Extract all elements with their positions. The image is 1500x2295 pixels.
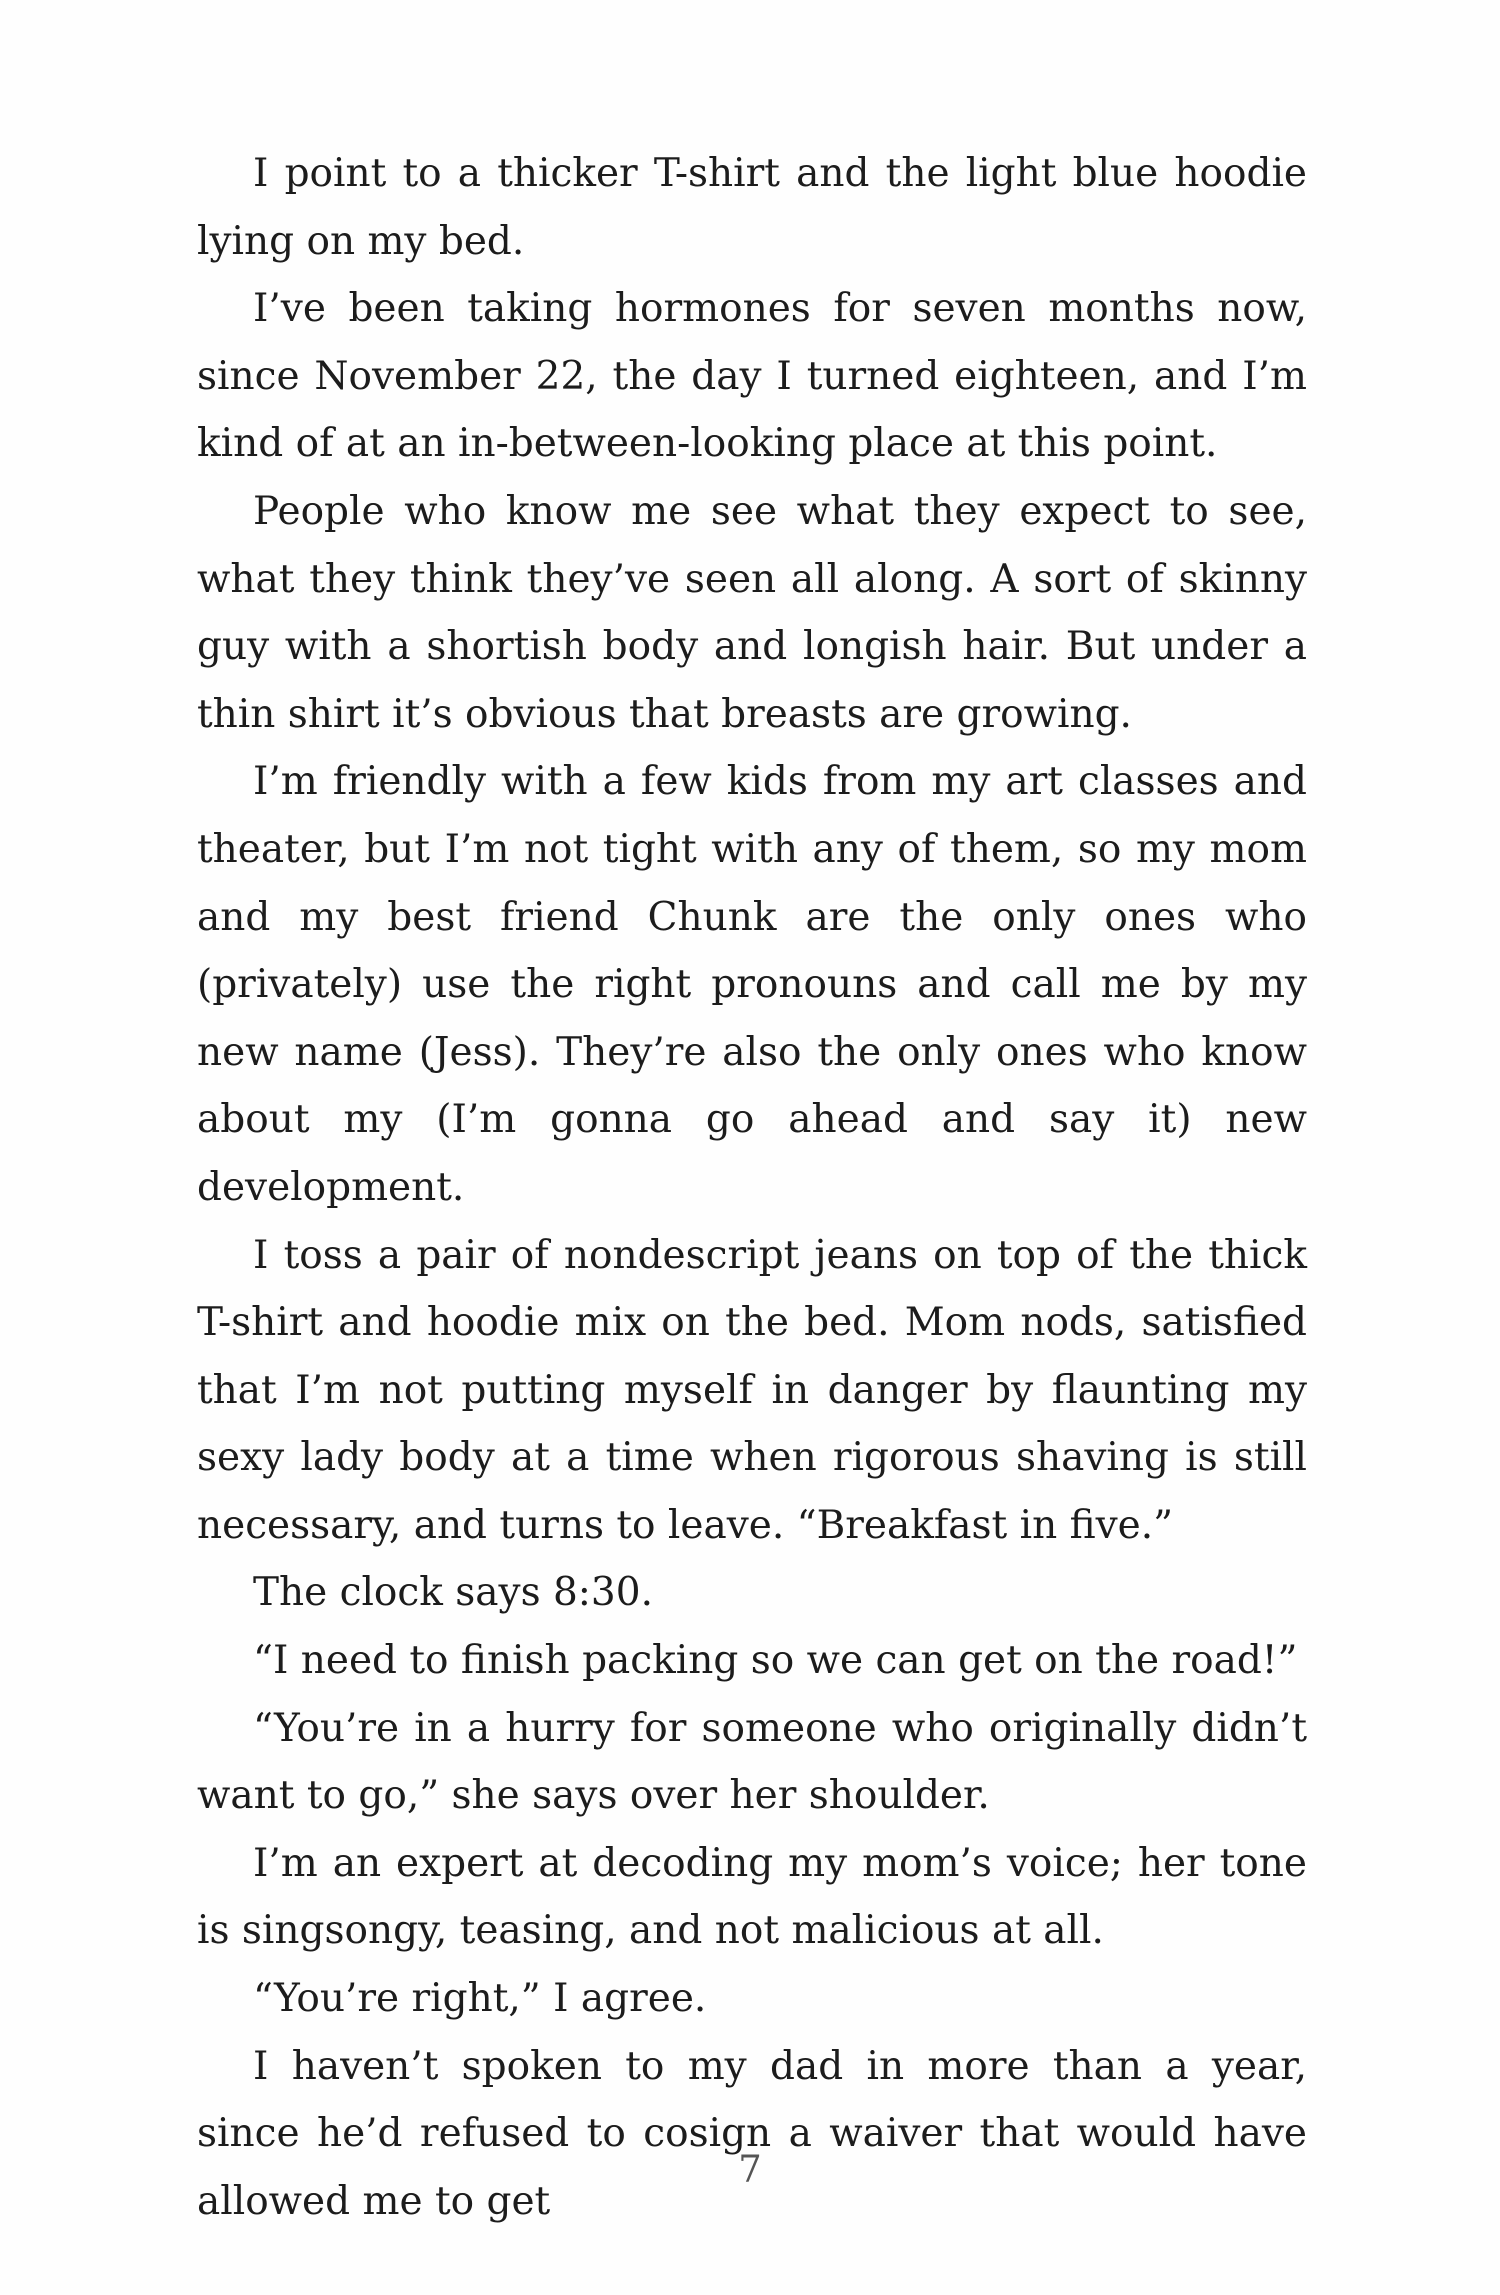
paragraph: I’m friendly with a few kids from my art classes and theater, but I’m not tight with any of them, so my mom and my best friend Chunk are the only ones who (privately) use the right pronouns and call me by my new name (Jess). They’re also the only ones who know about my (I’m gonna go ahead and say it) new development.	[197, 759, 1307, 1210]
paragraph: I point to a thicker T-shirt and the light blue hoodie lying on my bed.	[197, 151, 1307, 264]
paragraph: I’ve been taking hormones for seven months now, since November 22, the day I turned eighteen, and I’m kind of at an in-between-looking place at this point.	[197, 286, 1307, 467]
paragraph: I haven’t spoken to my dad in more than a year, since he’d refused to cosign a waiver that would have allowed me to get	[197, 2043, 1307, 2224]
paragraph: The clock says 8:30.	[253, 1570, 653, 1616]
paragraph: I’m an expert at decoding my mom’s voice; her tone is singsongy, teasing, and not malicious at all.	[197, 1840, 1307, 1954]
paragraph: People who know me see what they expect to see, what they think they’ve seen all along. A sort of skinny guy with a shortish body and longish hair. But under a thin shirt it’s obvious that breasts are growing.	[197, 488, 1307, 737]
paragraph: “You’re right,” I agree.	[253, 1976, 707, 2022]
paragraph: “You’re in a hurry for someone who originally didn’t want to go,” she says over her shoulder.	[197, 1705, 1307, 1819]
page-number: 7	[738, 2148, 762, 2191]
body-text	[197, 140, 1307, 2235]
paragraph: “I need to finish packing so we can get on the road!”	[253, 1638, 1298, 1684]
paragraph: I toss a pair of nondescript jeans on top of the thick T-shirt and hoodie mix on the bed. Mom nods, satisfied that I’m not putting myself in danger by flaunting my sexy lady body at a time when rigorous shaving is still necessary, and turns to leave. “Breakfast in five.”	[197, 1232, 1307, 1548]
